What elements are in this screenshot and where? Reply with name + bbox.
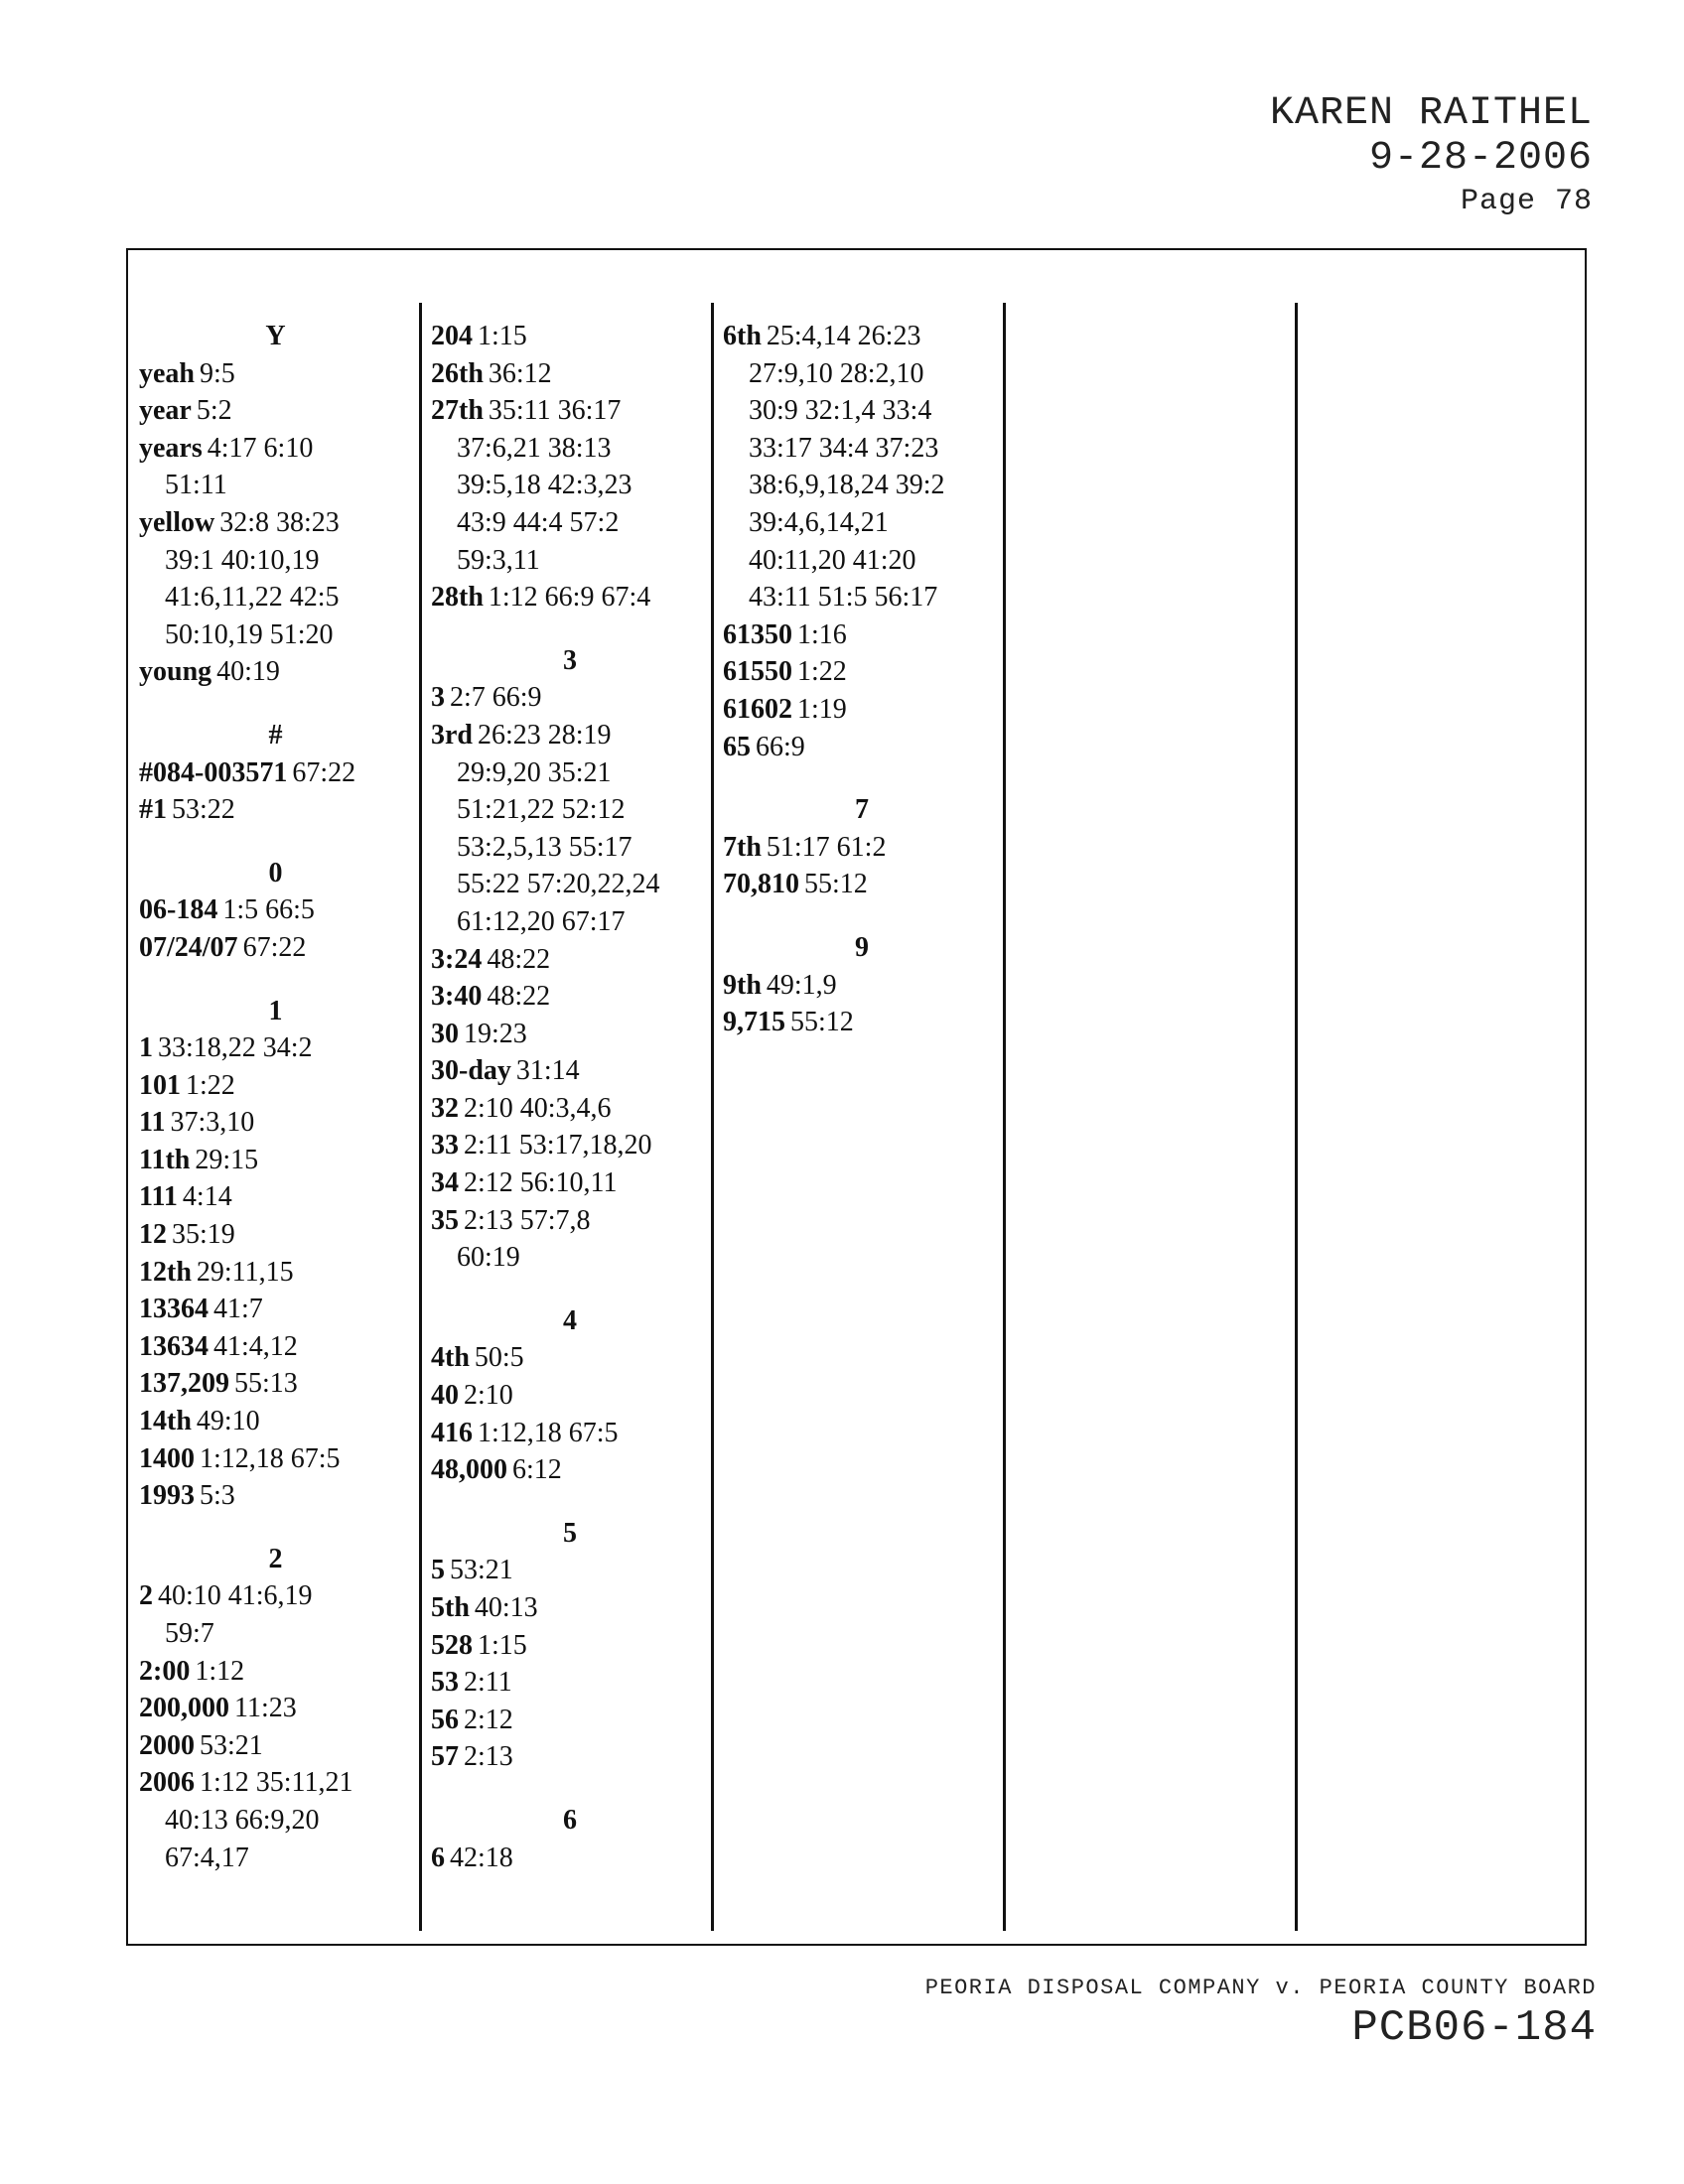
index-entry [139, 1178, 412, 1216]
index-entry [431, 1552, 709, 1589]
page-line-refs-continued: 43:9 44:4 57:2 [457, 506, 620, 538]
index-term: 33 [431, 1130, 459, 1161]
index-entry [431, 1702, 709, 1739]
page-line-refs: 2:11 53:17,18,20 [464, 1130, 652, 1161]
index-term: 416 [431, 1417, 473, 1448]
index-entry [723, 829, 1001, 867]
index-term: 30-day [431, 1055, 511, 1087]
index-term: 11 [139, 1107, 166, 1139]
index-term: 06-184 [139, 894, 218, 926]
page-line-refs-continued: 39:4,6,14,21 [749, 506, 889, 538]
page-line-refs-continued: 33:17 34:4 37:23 [749, 432, 939, 464]
section-heading: # [268, 719, 283, 751]
index-term: 2006 [139, 1767, 195, 1799]
index-term: 12th [139, 1256, 192, 1288]
page-line-refs-continued: 40:11,20 41:20 [749, 544, 916, 576]
index-entry [431, 1451, 709, 1489]
page-line-refs: 53:21 [200, 1729, 263, 1761]
page-line-refs: 1:5 66:5 [222, 894, 315, 926]
page-line-refs: 66:9 [756, 731, 805, 762]
index-entry [431, 1127, 709, 1164]
index-column-3 [723, 318, 1001, 1041]
section-heading: 0 [268, 857, 283, 888]
page-line-refs: 5:3 [200, 1480, 235, 1512]
section-heading: 1 [268, 995, 283, 1026]
page-line-refs: 29:15 [195, 1144, 259, 1175]
page-line-refs-continued: 39:5,18 42:3,23 [457, 470, 632, 501]
page-line-refs: 32:8 38:23 [219, 506, 340, 538]
index-entry [431, 978, 709, 1016]
deposition-date: 9-28-2006 [1368, 136, 1593, 181]
page-line-refs-continued: 60:19 [457, 1242, 520, 1274]
index-entry [431, 1339, 709, 1377]
page-line-refs-continued: 59:7 [165, 1618, 214, 1649]
case-number: PCB06-184 [1351, 2003, 1597, 2053]
index-term: #084-003571 [139, 756, 288, 788]
index-term: 2 [139, 1580, 153, 1612]
index-term: young [139, 656, 212, 688]
section-heading: 6 [563, 1804, 577, 1836]
index-term: 204 [431, 321, 473, 351]
index-entry [139, 929, 412, 967]
page-line-refs: 35:11 36:17 [488, 395, 622, 427]
index-entry [431, 1164, 709, 1202]
index-entry [139, 1291, 412, 1328]
index-term: 2000 [139, 1729, 195, 1761]
index-term: 101 [139, 1069, 181, 1101]
index-entry [431, 717, 709, 754]
index-term: 3:40 [431, 981, 483, 1013]
index-entry [723, 967, 1001, 1005]
page-line-refs: 1:15 [478, 321, 527, 351]
index-term: 65 [723, 731, 751, 762]
index-entry [139, 1403, 412, 1440]
index-term: 70,810 [723, 869, 799, 900]
index-entry [139, 1328, 412, 1366]
page-line-refs: 2:12 56:10,11 [464, 1167, 618, 1199]
page-line-refs: 4:17 6:10 [207, 432, 314, 464]
index-term: 48,000 [431, 1454, 507, 1486]
page-line-refs: 40:10 41:6,19 [158, 1580, 313, 1612]
index-term: 5 [431, 1555, 445, 1586]
section-heading: 4 [563, 1304, 577, 1336]
index-entry [139, 1067, 412, 1105]
index-entry [139, 355, 412, 393]
page-line-refs-continued: 29:9,20 35:21 [457, 756, 612, 788]
page-line-refs-continued: 37:6,21 38:13 [457, 432, 612, 464]
page-line-refs: 1:15 [478, 1629, 527, 1661]
index-entry [431, 1840, 709, 1877]
page-line-refs: 51:17 61:2 [766, 831, 887, 863]
index-entry [431, 941, 709, 979]
index-term: 26th [431, 357, 484, 389]
index-entry [723, 691, 1001, 729]
page-line-refs: 1:19 [797, 693, 847, 725]
index-term: 61350 [723, 618, 792, 650]
index-term: 7th [723, 831, 762, 863]
index-term: 30 [431, 1018, 459, 1049]
index-entry [431, 1377, 709, 1415]
column-divider [419, 303, 422, 1931]
page-line-refs: 29:11,15 [196, 1256, 294, 1288]
page-line-refs: 1:12,18 67:5 [478, 1417, 619, 1448]
witness-name: KAREN RAITHEL [1269, 91, 1593, 136]
page-line-refs: 48:22 [487, 981, 551, 1013]
page-line-refs-continued: 51:21,22 52:12 [457, 794, 626, 826]
page-line-refs-continued: 43:11 51:5 56:17 [749, 582, 938, 614]
index-term: 4th [431, 1342, 470, 1374]
index-term: 53 [431, 1667, 459, 1699]
index-term: 12 [139, 1219, 167, 1251]
page-line-refs: 37:3,10 [170, 1107, 255, 1139]
index-term: 35 [431, 1204, 459, 1236]
index-term: 57 [431, 1741, 459, 1773]
index-entry [139, 1029, 412, 1067]
page-line-refs: 67:22 [292, 756, 356, 788]
index-entry [723, 866, 1001, 903]
index-entry [139, 1477, 412, 1515]
index-entry [431, 679, 709, 717]
page-line-refs-continued: 27:9,10 28:2,10 [749, 357, 924, 389]
page-line-refs-continued: 55:22 57:20,22,24 [457, 869, 660, 900]
page-line-refs-continued: 40:13 66:9,20 [165, 1804, 320, 1836]
page-line-refs: 42:18 [450, 1842, 513, 1873]
page-line-refs: 36:12 [488, 357, 552, 389]
page-line-refs: 1:12 35:11,21 [200, 1767, 353, 1799]
index-term: 1400 [139, 1442, 195, 1474]
page-line-refs-continued: 61:12,20 67:17 [457, 905, 626, 937]
page-line-refs-continued: 38:6,9,18,24 39:2 [749, 470, 945, 501]
page-line-refs-continued: 51:11 [165, 470, 227, 501]
index-term: 9,715 [723, 1007, 785, 1038]
section-heading: 5 [563, 1517, 577, 1549]
page-line-refs: 4:14 [182, 1181, 232, 1213]
index-entry [139, 504, 412, 542]
page-line-refs: 50:5 [474, 1342, 524, 1374]
page-line-refs: 48:22 [487, 943, 551, 975]
index-term: 9th [723, 969, 762, 1001]
page-line-refs: 55:13 [234, 1368, 298, 1400]
index-entry [139, 392, 412, 430]
index-term: yeah [139, 357, 195, 389]
column-divider [711, 303, 714, 1931]
index-term: 40 [431, 1380, 459, 1412]
section-heading: 2 [268, 1543, 283, 1574]
index-term: 11th [139, 1144, 191, 1175]
page-line-refs: 11:23 [234, 1693, 297, 1724]
page-line-refs: 1:12 66:9 67:4 [488, 582, 651, 614]
index-entry [139, 891, 412, 929]
index-term: 14th [139, 1406, 192, 1437]
index-entry [139, 1653, 412, 1691]
index-entry [431, 1052, 709, 1090]
index-column-2 [431, 318, 709, 1876]
page-line-refs: 49:1,9 [766, 969, 837, 1001]
index-term: #1 [139, 794, 167, 826]
case-title: PEORIA DISPOSAL COMPANY v. PEORIA COUNTY BOARD [924, 1976, 1597, 2000]
index-term: 13634 [139, 1330, 209, 1362]
page-line-refs: 2:10 40:3,4,6 [464, 1092, 612, 1124]
index-entry [723, 616, 1001, 654]
index-term: 3 [431, 682, 445, 714]
page-line-refs: 35:19 [172, 1219, 235, 1251]
index-entry [139, 791, 412, 829]
index-term: 56 [431, 1704, 459, 1735]
page-line-refs-continued: 67:4,17 [165, 1842, 249, 1873]
page-line-refs: 2:7 66:9 [450, 682, 542, 714]
page-line-refs: 1:22 [186, 1069, 235, 1101]
page-line-refs-continued: 39:1 40:10,19 [165, 544, 320, 576]
index-term: years [139, 432, 203, 464]
page-line-refs: 2:11 [464, 1667, 512, 1699]
page-line-refs: 1:16 [797, 618, 847, 650]
index-entry [139, 653, 412, 691]
page-line-refs: 33:18,22 34:2 [158, 1032, 313, 1064]
page-line-refs: 2:10 [464, 1380, 513, 1412]
page-line-refs: 19:23 [464, 1018, 527, 1049]
index-entry [139, 1727, 412, 1765]
index-term: 13364 [139, 1294, 209, 1325]
index-term: 61550 [723, 656, 792, 688]
index-entry [723, 729, 1001, 766]
index-entry [139, 1365, 412, 1403]
page-line-refs: 1:12 [195, 1655, 245, 1687]
page-line-refs: 9:5 [200, 357, 235, 389]
index-entry [431, 1090, 709, 1128]
section-heading: Y [265, 321, 286, 351]
page-line-refs: 2:13 [464, 1741, 513, 1773]
column-divider [1295, 303, 1298, 1931]
index-term: 137,209 [139, 1368, 229, 1400]
page-line-refs: 67:22 [242, 931, 307, 963]
page-line-refs: 5:2 [196, 395, 232, 427]
section-heading: 3 [563, 644, 577, 676]
index-entry [431, 1589, 709, 1627]
index-term: 200,000 [139, 1693, 229, 1724]
index-term: 32 [431, 1092, 459, 1124]
index-term: 6 [431, 1842, 445, 1873]
page-line-refs-continued: 59:3,11 [457, 544, 540, 576]
index-entry [431, 579, 709, 616]
index-term: 5th [431, 1592, 470, 1623]
page-line-refs-continued: 41:6,11,22 42:5 [165, 582, 340, 614]
index-term: 111 [139, 1181, 178, 1213]
page-line-refs: 1:12,18 67:5 [200, 1442, 341, 1474]
page-line-refs: 49:10 [196, 1406, 260, 1437]
index-entry [723, 1004, 1001, 1041]
index-term: year [139, 395, 192, 427]
index-entry [431, 1664, 709, 1702]
index-entry [139, 430, 412, 468]
index-entry [139, 1764, 412, 1802]
page-line-refs: 25:4,14 26:23 [766, 321, 921, 351]
index-column-1 [139, 318, 412, 1876]
index-term: 1 [139, 1032, 153, 1064]
index-term: 61602 [723, 693, 792, 725]
page-line-refs: 53:21 [450, 1555, 513, 1586]
page-line-refs: 40:13 [474, 1592, 538, 1623]
index-term: 3:24 [431, 943, 483, 975]
page-line-refs: 2:12 [464, 1704, 513, 1735]
index-entry [139, 1690, 412, 1727]
index-term: yellow [139, 506, 215, 538]
page-number: Page 78 [1460, 185, 1593, 218]
page-line-refs: 6:12 [512, 1454, 562, 1486]
index-term: 2:00 [139, 1655, 191, 1687]
section-heading: 7 [855, 794, 869, 826]
page-line-refs-continued: 53:2,5,13 55:17 [457, 831, 632, 863]
page-line-refs-continued: 50:10,19 51:20 [165, 618, 334, 650]
page-line-refs: 41:4,12 [213, 1330, 298, 1362]
page-line-refs: 1:22 [797, 656, 847, 688]
page-line-refs: 53:22 [172, 794, 235, 826]
index-entry [139, 1440, 412, 1478]
page-line-refs: 55:12 [804, 869, 868, 900]
page-line-refs: 2:13 57:7,8 [464, 1204, 591, 1236]
page-line-refs: 31:14 [515, 1055, 580, 1087]
index-term: 528 [431, 1629, 473, 1661]
index-term: 27th [431, 395, 484, 427]
index-entry [431, 1415, 709, 1452]
index-entry [431, 318, 709, 355]
section-heading: 9 [855, 931, 869, 963]
index-entry [723, 318, 1001, 355]
index-term: 28th [431, 582, 484, 614]
page-line-refs: 41:7 [213, 1294, 263, 1325]
page-line-refs: 40:19 [216, 656, 280, 688]
index-entry [431, 1016, 709, 1053]
index-term: 3rd [431, 719, 473, 751]
index-entry [139, 1142, 412, 1179]
column-divider [1003, 303, 1006, 1931]
index-entry [139, 1104, 412, 1142]
index-term: 34 [431, 1167, 459, 1199]
index-term: 6th [723, 321, 762, 351]
index-entry [139, 1216, 412, 1254]
index-term: 07/24/07 [139, 931, 238, 963]
index-entry [431, 1202, 709, 1240]
index-entry [139, 1254, 412, 1292]
index-term: 1993 [139, 1480, 195, 1512]
page-line-refs: 55:12 [790, 1007, 854, 1038]
index-entry [139, 1577, 412, 1615]
index-entry [723, 653, 1001, 691]
index-entry [431, 1738, 709, 1776]
index-entry [431, 1627, 709, 1665]
index-entry [431, 355, 709, 393]
page-line-refs-continued: 30:9 32:1,4 33:4 [749, 395, 932, 427]
index-entry [431, 392, 709, 430]
index-entry [139, 754, 412, 792]
page-line-refs: 26:23 28:19 [478, 719, 612, 751]
